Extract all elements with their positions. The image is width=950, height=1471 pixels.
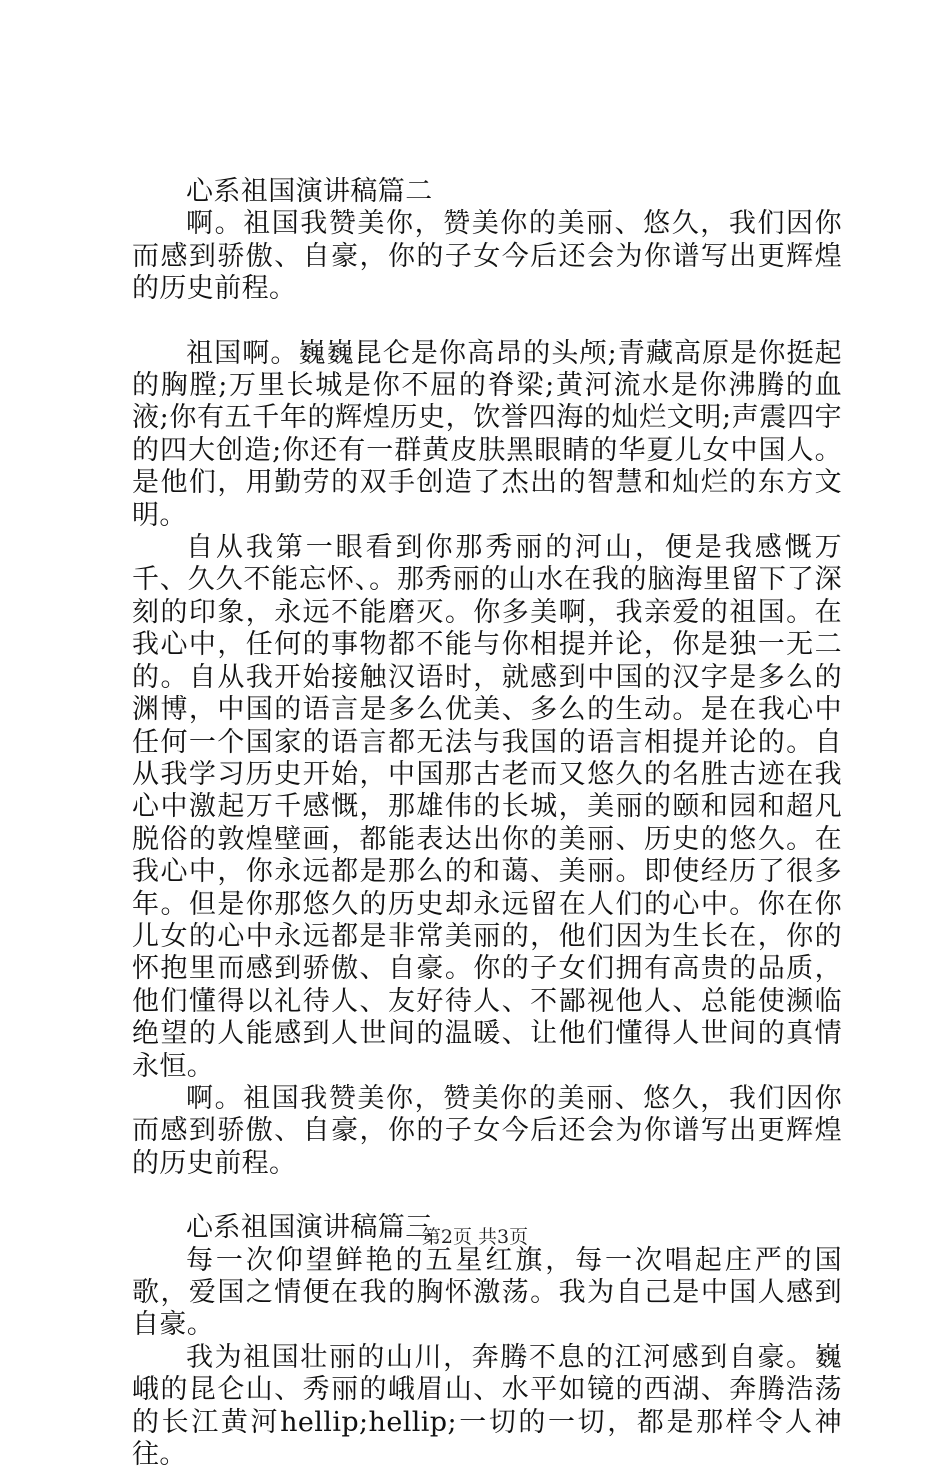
paragraph: 啊。祖国我赞美你，赞美你的美丽、悠久，我们因你而感到骄傲、自豪，你的子女今后还会为你谱写出更辉煌的历史前程。 xyxy=(132,1082,842,1179)
page-number: 第2页 共3页 xyxy=(421,1226,529,1248)
paragraph: 自从我第一眼看到你那秀丽的河山，便是我感慨万千、久久不能忘怀、。那秀丽的山水在我的脑海里留下了深刻的印象，永远不能磨灭。你多美啊，我亲爱的祖国。在我心中，任何的事物都不能与你相提并论，你是独一无二的。自从我开始接触汉语时，就感到中国的汉字是多么的渊博，中国的语言是多么优美、多么的生动。是在我心中任何一个国家的语言都无法与我国的语言相提并论的。自从我学习历史开始，中国那古老而又悠久的名胜古迹在我心中激起万千感慨，那雄伟的长城，美丽的颐和园和超凡脱俗的敦煌壁画，都能表达出你的美丽、历史的悠久。在我心中，你永远都是那么的和蔼、美丽。即使经历了很多年。但是你那悠久的历史却永远留在人们的心中。你在你儿女的心中永远都是非常美丽的，他们因为生长在，你的怀抱里而感到骄傲、自豪。你的子女们拥有高贵的品质，他们懂得以礼待人、友好待人、不鄙视他人、总能使濒临绝望的人能感到人世间的温暖、让他们懂得人世间的真情永恒。 xyxy=(132,532,842,1082)
section-heading-3: 心系祖国演讲稿篇三 xyxy=(186,1212,433,1244)
paragraph-gap xyxy=(132,1180,842,1212)
paragraph-gap xyxy=(132,306,842,338)
paragraph: 啊。祖国我赞美你，赞美你的美丽、悠久，我们因你而感到骄傲、自豪，你的子女今后还会为你谱写出更辉煌的历史前程。 xyxy=(132,208,842,305)
document-body xyxy=(132,176,842,1471)
section-heading-2: 心系祖国演讲稿篇二 xyxy=(186,176,433,207)
paragraph: 每一次仰望鲜艳的五星红旗，每一次唱起庄严的国歌，爱国之情便在我的胸怀激荡。我为自己是中国人感到自豪。 xyxy=(132,1244,842,1341)
paragraph: 我为祖国壮丽的山川，奔腾不息的江河感到自豪。巍峨的昆仑山、秀丽的峨眉山、水平如镜的西湖、奔腾浩荡的长江黄河hellip;hellip;一切的一切，都是那样令人神往。 xyxy=(132,1341,842,1471)
paragraph: 祖国啊。巍巍昆仑是你高昂的头颅;青藏高原是你挺起的胸膛;万里长城是你不屈的脊梁;黄河流水是你沸腾的血液;你有五千年的辉煌历史，饮誉四海的灿烂文明;声震四宇的四大创造;你还有一群黄皮肤黑眼睛的华夏儿女中国人。是他们，用勤劳的双手创造了杰出的智慧和灿烂的东方文明。 xyxy=(132,337,842,531)
